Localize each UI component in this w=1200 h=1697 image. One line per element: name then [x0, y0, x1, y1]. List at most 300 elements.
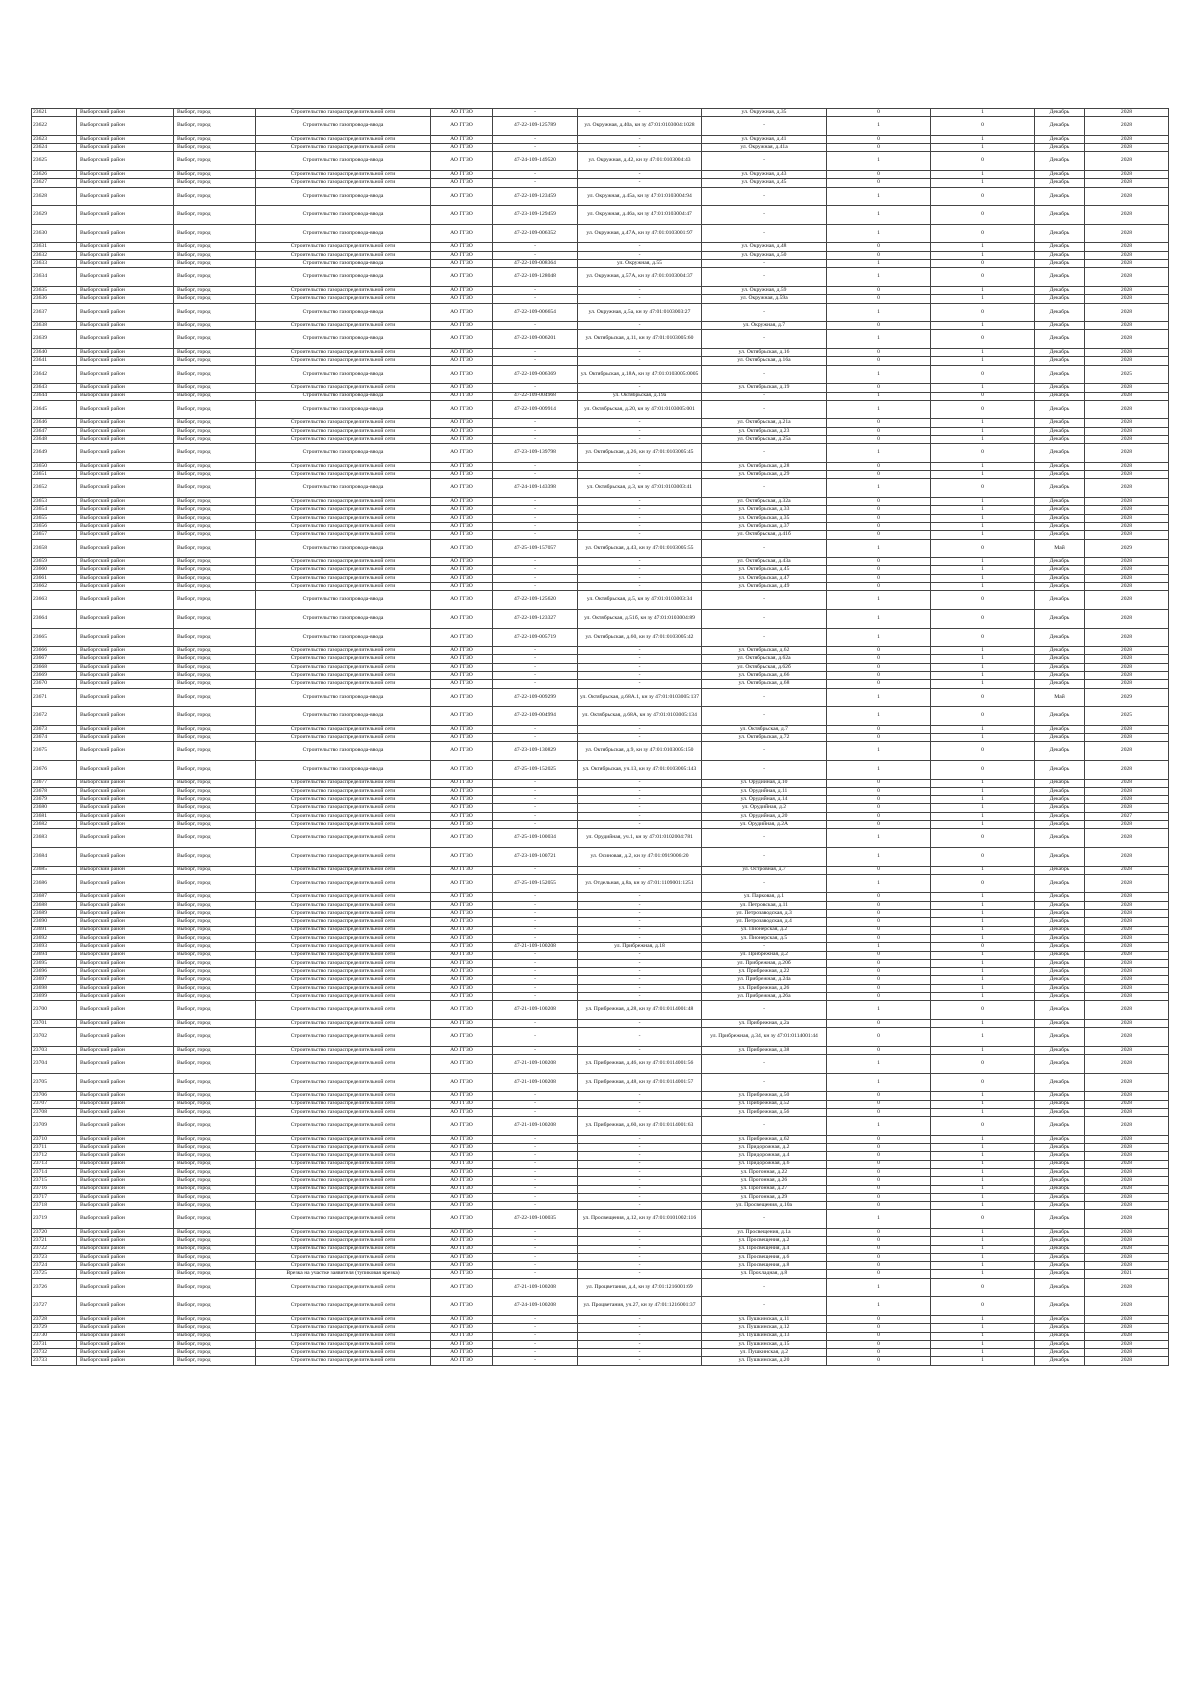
cell-plot_address: - — [578, 109, 702, 117]
cell-year: 2028 — [1085, 384, 1169, 392]
cell-N: 23650 — [32, 462, 77, 470]
cell-N: 23670 — [32, 680, 77, 688]
cell-plot_address: - — [578, 893, 702, 901]
table-row — [32, 992, 1169, 1000]
cell-settlement: Выборг, город — [174, 144, 256, 152]
cell-plot_address: - — [578, 934, 702, 942]
cell-operator: АО ГГЗО — [431, 357, 493, 365]
cell-year: 2028 — [1085, 1278, 1169, 1297]
cell-month: Май — [1035, 539, 1085, 558]
cell-work_type: Строительство газораспределительной сети — [256, 968, 431, 976]
cell-month: Декабрь — [1035, 206, 1085, 225]
cell-operator: АО ГГЗО — [431, 187, 493, 206]
cell-year: 2029 — [1085, 539, 1169, 558]
cell-connected: 0 — [931, 1210, 1035, 1229]
table-row — [32, 672, 1169, 680]
cell-district: Выборгский район — [77, 1108, 174, 1116]
table-row — [32, 760, 1169, 779]
cell-district: Выборгский район — [77, 680, 174, 688]
table-row — [32, 943, 1169, 951]
cell-houses: 0 — [827, 918, 931, 926]
cell-connected: 1 — [931, 725, 1035, 733]
cell-houses: 1 — [827, 707, 931, 726]
cell-year: 2028 — [1085, 1001, 1169, 1020]
cell-N: 23718 — [32, 1202, 77, 1210]
cell-N: 23705 — [32, 1073, 77, 1092]
cell-year: 2028 — [1085, 725, 1169, 733]
cell-plot_address: ул. Октябрьская, д.3, кн зу 47:01:0103003:41 — [578, 479, 702, 498]
cell-plot_address: ул. Октябрьская, д.43, кн зу 47:01:0103005:55 — [578, 539, 702, 558]
cell-settlement: Выборг, город — [174, 688, 256, 707]
cell-year: 2028 — [1085, 1297, 1169, 1316]
cell-plot_address: - — [578, 1144, 702, 1152]
cell-building_address: ул. Просвещения, д.8 — [702, 1262, 827, 1270]
cell-tech_conditions_no: - — [493, 1332, 578, 1340]
cell-district: Выборгский район — [77, 566, 174, 574]
cell-houses: 1 — [827, 1073, 931, 1092]
cell-work_type: Строительство газораспределительной сети — [256, 893, 431, 901]
cell-N: 23657 — [32, 531, 77, 539]
cell-connected: 1 — [931, 910, 1035, 918]
cell-connected: 1 — [931, 1100, 1035, 1108]
cell-work_type: Строительство газораспределительной сети — [256, 1210, 431, 1229]
cell-tech_conditions_no: 47-22-109-006654 — [493, 303, 578, 322]
cell-houses: 0 — [827, 866, 931, 874]
cell-building_address: ул. Прибрежная, д.34, кн зу 47:01:0114001:44 — [702, 1028, 827, 1047]
cell-connected: 1 — [931, 462, 1035, 470]
cell-plot_address: - — [578, 179, 702, 187]
table-row — [32, 295, 1169, 303]
cell-operator: АО ГГЗО — [431, 959, 493, 967]
cell-tech_conditions_no: - — [493, 926, 578, 934]
cell-connected: 1 — [931, 179, 1035, 187]
cell-year: 2028 — [1085, 1108, 1169, 1116]
cell-district: Выборгский район — [77, 435, 174, 443]
cell-district: Выборгский район — [77, 498, 174, 506]
cell-month: Декабрь — [1035, 286, 1085, 294]
cell-plot_address: - — [578, 135, 702, 143]
cell-N: 23690 — [32, 918, 77, 926]
cell-settlement: Выборг, город — [174, 976, 256, 984]
cell-connected: 1 — [931, 1028, 1035, 1047]
cell-tech_conditions_no: 47-22-109-006369 — [493, 365, 578, 384]
cell-district: Выборгский район — [77, 179, 174, 187]
cell-operator: АО ГГЗО — [431, 609, 493, 628]
cell-district: Выборгский район — [77, 322, 174, 330]
cell-settlement: Выборг, город — [174, 522, 256, 530]
cell-plot_address: - — [578, 1193, 702, 1201]
cell-connected: 0 — [931, 392, 1035, 400]
cell-month: Декабрь — [1035, 1117, 1085, 1136]
cell-houses: 0 — [827, 471, 931, 479]
cell-N: 23631 — [32, 243, 77, 251]
cell-operator: АО ГГЗО — [431, 574, 493, 582]
cell-tech_conditions_no: - — [493, 1315, 578, 1323]
cell-tech_conditions_no: 47-21-109-100208 — [493, 1117, 578, 1136]
cell-settlement: Выборг, город — [174, 1046, 256, 1054]
cell-building_address: ул. Октябрьская, д.28 — [702, 462, 827, 470]
cell-N: 23686 — [32, 874, 77, 893]
cell-plot_address: ул. Октябрьская, д.5, кн зу 47:01:0103003:34 — [578, 591, 702, 610]
cell-work_type: Строительство газораспределительной сети — [256, 109, 431, 117]
cell-plot_address: - — [578, 787, 702, 795]
cell-month: Декабрь — [1035, 663, 1085, 671]
cell-year: 2028 — [1085, 926, 1169, 934]
cell-work_type: Строительство газораспределительной сети — [256, 566, 431, 574]
cell-year: 2027 — [1085, 812, 1169, 820]
cell-connected: 0 — [931, 479, 1035, 498]
cell-settlement: Выборг, город — [174, 779, 256, 787]
cell-month: Декабрь — [1035, 1152, 1085, 1160]
cell-building_address: ул. Окружная, д.35 — [702, 109, 827, 117]
cell-month: Декабрь — [1035, 1315, 1085, 1323]
cell-operator: АО ГГЗО — [431, 951, 493, 959]
cell-operator: АО ГГЗО — [431, 1253, 493, 1261]
cell-plot_address: - — [578, 1100, 702, 1108]
cell-operator: АО ГГЗО — [431, 787, 493, 795]
cell-connected: 1 — [931, 135, 1035, 143]
cell-month: Декабрь — [1035, 742, 1085, 761]
cell-month: Декабрь — [1035, 628, 1085, 647]
cell-tech_conditions_no: - — [493, 1262, 578, 1270]
cell-settlement: Выборг, город — [174, 926, 256, 934]
cell-tech_conditions_no: - — [493, 462, 578, 470]
cell-year: 2028 — [1085, 1185, 1169, 1193]
cell-work_type: Строительство газораспределительной сети — [256, 1144, 431, 1152]
cell-houses: 0 — [827, 357, 931, 365]
cell-month: Декабрь — [1035, 419, 1085, 427]
cell-connected: 1 — [931, 1193, 1035, 1201]
cell-month: Декабрь — [1035, 260, 1085, 268]
cell-work_type: Строительство газораспределительной сети — [256, 901, 431, 909]
cell-building_address: ул. Октябрьская, д.43а — [702, 558, 827, 566]
cell-building_address: ул. Прогонная, д.26 — [702, 1177, 827, 1185]
cell-tech_conditions_no: - — [493, 1202, 578, 1210]
cell-plot_address: ул. Октябрьская, д.51б, кн зу 47:01:0103004:89 — [578, 609, 702, 628]
cell-district: Выборгский район — [77, 1019, 174, 1027]
cell-year: 2028 — [1085, 243, 1169, 251]
cell-building_address: ул. Прибрежная, д.62 — [702, 1135, 827, 1143]
cell-work_type: Строительство газораспределительной сети — [256, 144, 431, 152]
cell-connected: 0 — [931, 742, 1035, 761]
cell-plot_address: ул. Осиновая, д.2, кн зу 47:01:0919006:20 — [578, 847, 702, 866]
cell-month: Декабрь — [1035, 117, 1085, 136]
cell-district: Выборгский район — [77, 1168, 174, 1176]
table-row — [32, 1001, 1169, 1020]
cell-year: 2029 — [1085, 688, 1169, 707]
cell-building_address: ул. Октябрьская, д.33 — [702, 506, 827, 514]
cell-month: Декабрь — [1035, 992, 1085, 1000]
cell-plot_address: ул. Октябрьская, д.20, кн зу 47:01:0103005:001 — [578, 400, 702, 419]
cell-connected: 0 — [931, 1297, 1035, 1316]
cell-month: Декабрь — [1035, 779, 1085, 787]
cell-N: 23627 — [32, 179, 77, 187]
cell-building_address: - — [702, 152, 827, 171]
cell-month: Декабрь — [1035, 1237, 1085, 1245]
cell-plot_address: - — [578, 1135, 702, 1143]
cell-month: Декабрь — [1035, 787, 1085, 795]
cell-plot_address: ул. Октябрьская, д.60, кн зу 47:01:0103005:42 — [578, 628, 702, 647]
cell-building_address: - — [702, 260, 827, 268]
cell-work_type: Строительство газораспределительной сети — [256, 1028, 431, 1047]
cell-year: 2028 — [1085, 1262, 1169, 1270]
cell-N: 23676 — [32, 760, 77, 779]
cell-N: 23706 — [32, 1092, 77, 1100]
cell-district: Выборгский район — [77, 829, 174, 848]
cell-settlement: Выборг, город — [174, 1270, 256, 1278]
cell-tech_conditions_no: - — [493, 295, 578, 303]
cell-district: Выборгский район — [77, 787, 174, 795]
cell-connected: 1 — [931, 647, 1035, 655]
cell-work_type: Строительство газораспределительной сети — [256, 1168, 431, 1176]
cell-district: Выборгский район — [77, 224, 174, 243]
cell-houses: 0 — [827, 384, 931, 392]
table-row — [32, 251, 1169, 259]
cell-tech_conditions_no: - — [493, 471, 578, 479]
cell-year: 2028 — [1085, 179, 1169, 187]
cell-tech_conditions_no: - — [493, 725, 578, 733]
cell-operator: АО ГГЗО — [431, 976, 493, 984]
cell-plot_address: - — [578, 910, 702, 918]
cell-work_type: Строительство газораспределительной сети — [256, 943, 431, 951]
cell-month: Декабрь — [1035, 152, 1085, 171]
table-row — [32, 206, 1169, 225]
cell-N: 23711 — [32, 1144, 77, 1152]
cell-month: Декабрь — [1035, 349, 1085, 357]
cell-connected: 0 — [931, 260, 1035, 268]
cell-month: Декабрь — [1035, 1100, 1085, 1108]
cell-month: Декабрь — [1035, 647, 1085, 655]
cell-connected: 0 — [931, 874, 1035, 893]
cell-building_address: ул. Просвещения, д.6 — [702, 1253, 827, 1261]
cell-district: Выборгский район — [77, 303, 174, 322]
table-row — [32, 514, 1169, 522]
cell-houses: 0 — [827, 672, 931, 680]
cell-work_type: Строительство газораспределительной сети — [256, 655, 431, 663]
cell-N: 23699 — [32, 992, 77, 1000]
cell-tech_conditions_no: - — [493, 243, 578, 251]
cell-operator: АО ГГЗО — [431, 1001, 493, 1020]
cell-district: Выборгский район — [77, 655, 174, 663]
cell-tech_conditions_no: - — [493, 1237, 578, 1245]
cell-N: 23634 — [32, 268, 77, 287]
cell-tech_conditions_no: - — [493, 1349, 578, 1357]
cell-year: 2028 — [1085, 152, 1169, 171]
table-row — [32, 796, 1169, 804]
cell-operator: АО ГГЗО — [431, 680, 493, 688]
cell-operator: АО ГГЗО — [431, 566, 493, 574]
cell-district: Выборгский район — [77, 1262, 174, 1270]
cell-year: 2028 — [1085, 655, 1169, 663]
cell-operator: АО ГГЗО — [431, 506, 493, 514]
cell-district: Выборгский район — [77, 152, 174, 171]
cell-settlement: Выборг, город — [174, 680, 256, 688]
cell-year: 2028 — [1085, 435, 1169, 443]
cell-connected: 0 — [931, 829, 1035, 848]
table-row — [32, 984, 1169, 992]
cell-connected: 1 — [931, 779, 1035, 787]
cell-plot_address: - — [578, 779, 702, 787]
cell-district: Выборгский район — [77, 444, 174, 463]
cell-year: 2028 — [1085, 1160, 1169, 1168]
cell-district: Выборгский район — [77, 419, 174, 427]
cell-tech_conditions_no: - — [493, 647, 578, 655]
cell-building_address: ул. Петрозаводская, д.3 — [702, 910, 827, 918]
cell-plot_address: - — [578, 1028, 702, 1047]
cell-settlement: Выборг, город — [174, 286, 256, 294]
cell-district: Выборгский район — [77, 992, 174, 1000]
cell-settlement: Выборг, город — [174, 1324, 256, 1332]
cell-work_type: Строительство газораспределительной сети — [256, 243, 431, 251]
cell-building_address: - — [702, 688, 827, 707]
cell-houses: 0 — [827, 179, 931, 187]
cell-month: Декабрь — [1035, 707, 1085, 726]
cell-district: Выборгский район — [77, 357, 174, 365]
cell-N: 23715 — [32, 1177, 77, 1185]
cell-month: Декабрь — [1035, 926, 1085, 934]
cell-N: 23675 — [32, 742, 77, 761]
cell-operator: АО ГГЗО — [431, 926, 493, 934]
cell-houses: 0 — [827, 462, 931, 470]
cell-houses: 1 — [827, 330, 931, 349]
cell-N: 23629 — [32, 206, 77, 225]
cell-month: Декабрь — [1035, 1177, 1085, 1185]
cell-month: Декабрь — [1035, 1073, 1085, 1092]
cell-work_type: Строительство газораспределительной сети — [256, 435, 431, 443]
cell-work_type: Строительство газораспределительной сети — [256, 821, 431, 829]
cell-building_address: ул. Пушкинская, д.11 — [702, 1315, 827, 1323]
cell-N: 23713 — [32, 1160, 77, 1168]
cell-operator: АО ГГЗО — [431, 943, 493, 951]
cell-N: 23674 — [32, 734, 77, 742]
cell-month: Декабрь — [1035, 591, 1085, 610]
cell-work_type: Врезка на участке заявителя (тупиковая врезка) — [256, 1270, 431, 1278]
cell-tech_conditions_no: - — [493, 1357, 578, 1365]
cell-work_type: Строительство газопровода-ввода — [256, 365, 431, 384]
cell-plot_address: - — [578, 419, 702, 427]
cell-plot_address: ул. Октябрьская, д.18А, кн зу 47:01:0103005:0005 — [578, 365, 702, 384]
cell-plot_address: - — [578, 1152, 702, 1160]
cell-building_address: ул. Орудийная, д.14 — [702, 796, 827, 804]
cell-operator: АО ГГЗО — [431, 1168, 493, 1176]
cell-month: Декабрь — [1035, 893, 1085, 901]
cell-connected: 1 — [931, 655, 1035, 663]
cell-work_type: Строительство газораспределительной сети — [256, 976, 431, 984]
cell-N: 23647 — [32, 427, 77, 435]
cell-plot_address: - — [578, 171, 702, 179]
table-row — [32, 1297, 1169, 1316]
cell-N: 23668 — [32, 663, 77, 671]
cell-houses: 1 — [827, 206, 931, 225]
cell-plot_address: - — [578, 357, 702, 365]
cell-N: 23722 — [32, 1245, 77, 1253]
cell-connected: 1 — [931, 419, 1035, 427]
cell-settlement: Выборг, город — [174, 109, 256, 117]
cell-building_address: - — [702, 1297, 827, 1316]
cell-settlement: Выборг, город — [174, 1028, 256, 1047]
cell-plot_address: ул. Прибрежная, д.48, кн зу 47:01:0114001:57 — [578, 1073, 702, 1092]
cell-plot_address: - — [578, 1237, 702, 1245]
cell-operator: АО ГГЗО — [431, 734, 493, 742]
cell-tech_conditions_no: - — [493, 144, 578, 152]
cell-year: 2028 — [1085, 1253, 1169, 1261]
cell-N: 23721 — [32, 1237, 77, 1245]
table-row — [32, 893, 1169, 901]
cell-building_address: - — [702, 365, 827, 384]
cell-connected: 1 — [931, 109, 1035, 117]
cell-settlement: Выборг, город — [174, 1073, 256, 1092]
cell-operator: АО ГГЗО — [431, 1108, 493, 1116]
table-row — [32, 583, 1169, 591]
cell-building_address: ул. Окружная, д.43 — [702, 171, 827, 179]
cell-plot_address: ул. Октябрьская, д.68А, кн зу 47:01:0103005:134 — [578, 707, 702, 726]
cell-operator: АО ГГЗО — [431, 179, 493, 187]
cell-connected: 1 — [931, 1168, 1035, 1176]
cell-month: Декабрь — [1035, 1340, 1085, 1348]
cell-year: 2028 — [1085, 821, 1169, 829]
cell-houses: 0 — [827, 959, 931, 967]
cell-work_type: Строительство газораспределительной сети — [256, 951, 431, 959]
cell-houses: 1 — [827, 742, 931, 761]
cell-plot_address: ул. Орудийная, уч.1, кн зу 47:01:0102004:781 — [578, 829, 702, 848]
cell-connected: 1 — [931, 322, 1035, 330]
cell-settlement: Выборг, город — [174, 303, 256, 322]
cell-district: Выборгский район — [77, 1028, 174, 1047]
cell-houses: 0 — [827, 1202, 931, 1210]
cell-settlement: Выборг, город — [174, 514, 256, 522]
table-row — [32, 1019, 1169, 1027]
cell-connected: 1 — [931, 171, 1035, 179]
cell-N: 23678 — [32, 787, 77, 795]
cell-houses: 0 — [827, 1245, 931, 1253]
cell-N: 23696 — [32, 968, 77, 976]
cell-N: 23695 — [32, 959, 77, 967]
cell-operator: АО ГГЗО — [431, 591, 493, 610]
cell-district: Выборгский район — [77, 187, 174, 206]
cell-year: 2028 — [1085, 672, 1169, 680]
cell-work_type: Строительство газораспределительной сети — [256, 1349, 431, 1357]
cell-month: Декабрь — [1035, 295, 1085, 303]
cell-operator: АО ГГЗО — [431, 725, 493, 733]
cell-settlement: Выборг, город — [174, 392, 256, 400]
cell-year: 2028 — [1085, 976, 1169, 984]
cell-building_address: - — [702, 479, 827, 498]
cell-houses: 1 — [827, 365, 931, 384]
cell-settlement: Выборг, город — [174, 787, 256, 795]
cell-year: 2028 — [1085, 829, 1169, 848]
cell-work_type: Строительство газораспределительной сети — [256, 1135, 431, 1143]
cell-houses: 0 — [827, 427, 931, 435]
cell-work_type: Строительство газораспределительной сети — [256, 1332, 431, 1340]
cell-connected: 0 — [931, 268, 1035, 287]
cell-tech_conditions_no: - — [493, 179, 578, 187]
cell-houses: 0 — [827, 243, 931, 251]
cell-district: Выборгский район — [77, 1073, 174, 1092]
cell-settlement: Выборг, город — [174, 901, 256, 909]
cell-building_address: ул. Октябрьская, д.62а — [702, 655, 827, 663]
table-row — [32, 1055, 1169, 1074]
cell-building_address: ул. Орудийная, д.20 — [702, 812, 827, 820]
cell-houses: 0 — [827, 951, 931, 959]
cell-settlement: Выборг, город — [174, 663, 256, 671]
cell-N: 23692 — [32, 934, 77, 942]
cell-settlement: Выборг, город — [174, 322, 256, 330]
cell-building_address: - — [702, 609, 827, 628]
cell-tech_conditions_no: 47-22-109-006352 — [493, 224, 578, 243]
cell-work_type: Строительство газопровода-ввода — [256, 688, 431, 707]
cell-settlement: Выборг, город — [174, 910, 256, 918]
cell-plot_address: - — [578, 349, 702, 357]
